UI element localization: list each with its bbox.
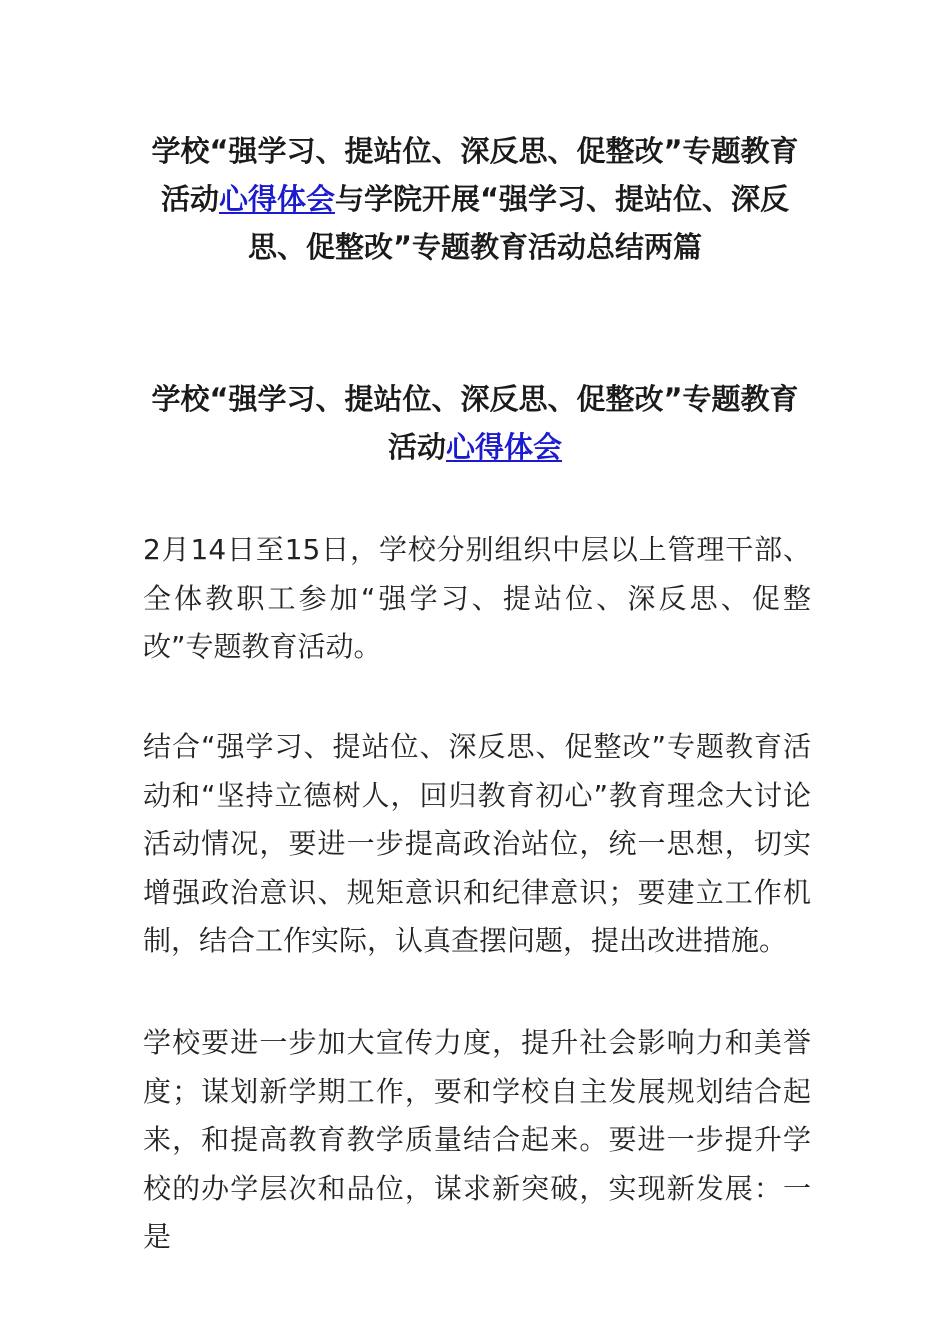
paragraph-3: 学校要进一步加大宣传力度，提升社会影响力和美誉度；谋划新学期工作，要和学校自主发展规划结合起来，和提高教育教学质量结合起来。要进一步提升学校的办学层次和品位，谋求新突破，实现新发展：一是 <box>143 1026 811 1253</box>
main-title-text-end: 与学院开展“强学习、提站位、深反思、促整改”专题教育活动总结两篇 <box>247 182 790 264</box>
main-title-text-start: 学校“强学习、提站位、深反思、促整改”专题教育活动 <box>151 134 799 216</box>
section-title-text: 学校“强学习、提站位、深反思、促整改”专题教育活动 <box>151 382 799 464</box>
section-title-link-xinde-tihui[interactable]: 心得体会 <box>446 430 563 464</box>
paragraph-2: 结合“强学习、提站位、深反思、促整改”专题教育活动和“坚持立德树人，回归教育初心”教育理念大讨论活动情况，要进一步提高政治站位，统一思想，切实增强政治意识、规矩意识和纪律意识；要建立工作机制，结合工作实际，认真查摆问题，提出改进措施。 <box>143 730 811 957</box>
main-title-link-xinde-tihui[interactable]: 心得体会 <box>218 182 335 216</box>
document-main-title <box>140 127 810 271</box>
section-title <box>140 375 810 471</box>
paragraph-1: 2月14日至15日，学校分别组织中层以上管理干部、全体教职工参加“强学习、提站位、深反思、促整改”专题教育活动。 <box>143 533 811 663</box>
